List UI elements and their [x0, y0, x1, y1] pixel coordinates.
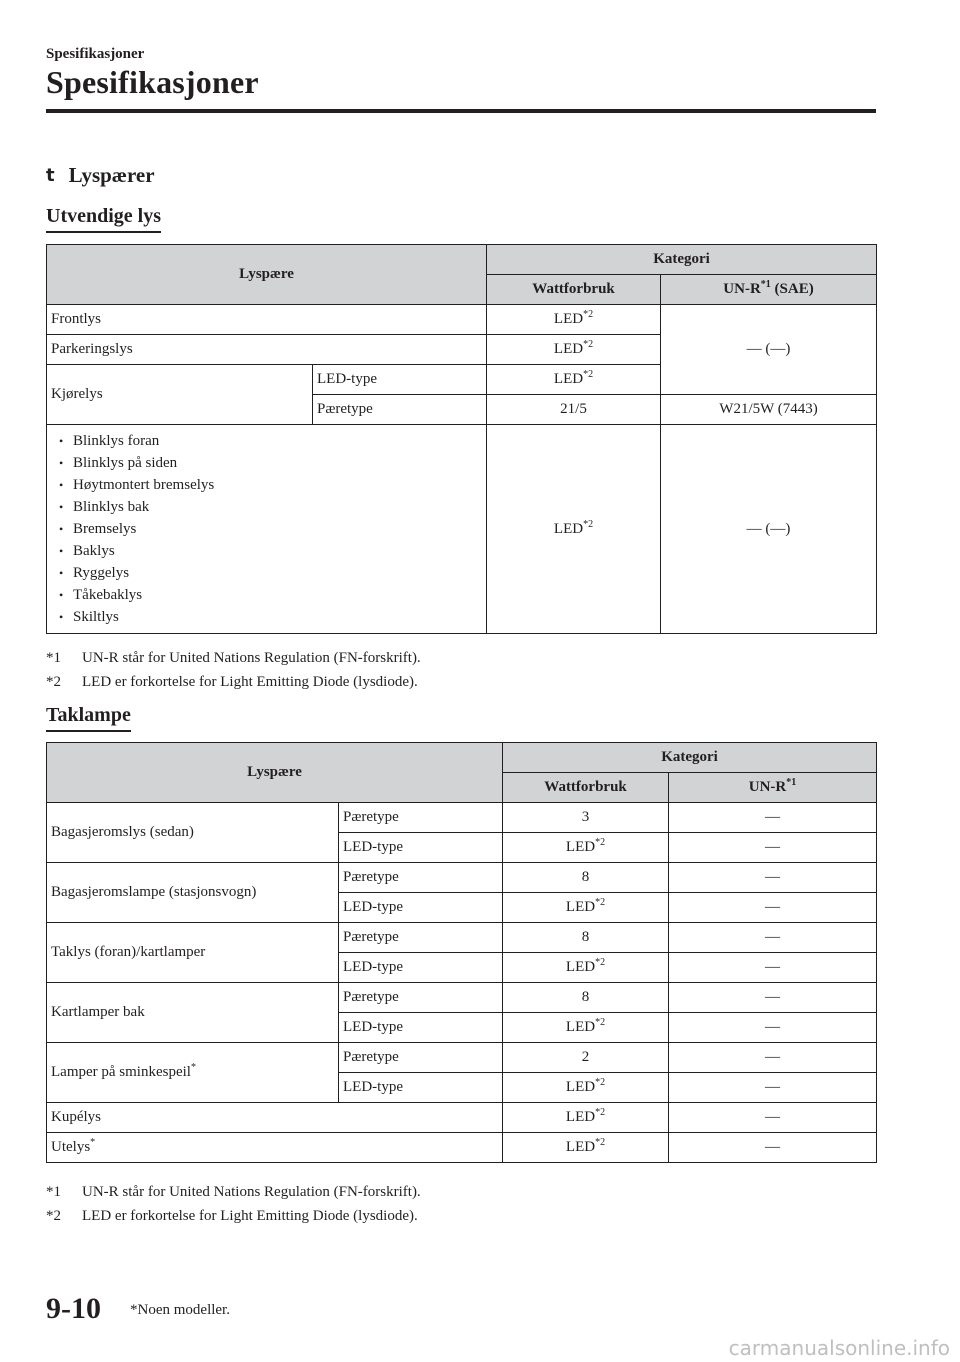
table-row — [47, 305, 877, 335]
page-note: *Noen modeller. — [130, 1302, 230, 1318]
interior-footnotes — [46, 1180, 421, 1228]
footnote-text: UN-R står for United Nations Regulation (FN-forskrift). — [82, 650, 421, 666]
header-bulb: Lyspære — [47, 743, 503, 803]
unr-cell: — — [669, 953, 877, 983]
exterior-lights-heading: Utvendige lys — [46, 205, 161, 233]
running-header: Spesifikasjoner — [46, 46, 145, 62]
unr-cell: — — [669, 833, 877, 863]
unr-cell: — (—) — [661, 305, 877, 395]
chapter-title: Spesifikasjoner — [46, 64, 259, 100]
type-cell: Pæretype — [313, 395, 487, 425]
header-unr: $UN-R^{*1}$ (SAE) — [661, 275, 877, 305]
watt-cell: LED$^{*2}$ — [487, 335, 661, 365]
unr-cell: — — [669, 803, 877, 833]
bulb-list-cell — [47, 425, 487, 634]
list-item: • Skiltlys — [51, 606, 482, 628]
unr-cell: — — [669, 1103, 877, 1133]
type-cell: LED-type — [339, 833, 503, 863]
type-cell: LED-type — [339, 1073, 503, 1103]
row-label: Bagasjeromslys (sedan) — [47, 803, 339, 863]
footnote-mark: *2 — [46, 1208, 61, 1224]
type-cell: Pæretype — [339, 1043, 503, 1073]
row-label: Parkeringslys — [47, 335, 487, 365]
interior-lights-table — [46, 742, 877, 1163]
watt-cell: LED$^{*2}$ — [503, 1013, 669, 1043]
footnote-text: LED er forkortelse for Light Emitting Diode (lysdiode). — [82, 1208, 418, 1224]
watt-cell: LED$^{*2}$ — [503, 953, 669, 983]
type-cell: LED-type — [339, 1013, 503, 1043]
footnote — [46, 1180, 421, 1204]
bulb-list — [51, 428, 482, 630]
footnote-text: LED er forkortelse for Light Emitting Diode (lysdiode). — [82, 674, 418, 690]
header-bulb: Lyspære — [47, 245, 487, 305]
type-cell: Pæretype — [339, 863, 503, 893]
watt-cell: LED$^{*2}$ — [503, 1073, 669, 1103]
table-header-row — [47, 743, 877, 773]
watt-cell: 8 — [503, 923, 669, 953]
unr-cell: — — [669, 1133, 877, 1163]
unr-cell: — — [669, 1013, 877, 1043]
row-label: Frontlys — [47, 305, 487, 335]
unr-cell: — — [669, 893, 877, 923]
row-label: Utelys* — [47, 1133, 503, 1163]
watt-cell: LED$^{*2}$ — [487, 425, 661, 634]
row-label: Kartlamper bak — [47, 983, 339, 1043]
section-bullet-icon: t — [46, 165, 55, 186]
table-row — [47, 863, 877, 893]
table-row — [47, 983, 877, 1013]
footnote — [46, 646, 421, 670]
watt-cell: LED$^{*2}$ — [503, 1103, 669, 1133]
header-watt: Wattforbruk — [487, 275, 661, 305]
section-title — [46, 163, 155, 188]
header-unr: $UN-R^{*1}$ — [669, 773, 877, 803]
header-watt: Wattforbruk — [503, 773, 669, 803]
row-label: Bagasjeromslampe (stasjonsvogn) — [47, 863, 339, 923]
header-category: Kategori — [487, 245, 877, 275]
unr-cell: W21/5W (7443) — [661, 395, 877, 425]
row-label: Kupélys — [47, 1103, 503, 1133]
watt-cell: LED$^{*2}$ — [487, 305, 661, 335]
unr-cell: — — [669, 983, 877, 1013]
type-cell: LED-type — [339, 953, 503, 983]
watt-cell: LED$^{*2}$ — [503, 893, 669, 923]
table-row — [47, 803, 877, 833]
footnote-mark: *1 — [46, 1184, 61, 1200]
header-rule — [46, 109, 876, 113]
list-item: • Blinklys på siden — [51, 452, 482, 474]
list-item: • Baklys — [51, 540, 482, 562]
type-cell: Pæretype — [339, 983, 503, 1013]
interior-lights-heading: Taklampe — [46, 704, 131, 732]
table-row — [47, 923, 877, 953]
unr-cell: — — [669, 1073, 877, 1103]
footnote-mark: *1 — [46, 650, 61, 666]
list-item: • Tåkebaklys — [51, 584, 482, 606]
exterior-lights-table — [46, 244, 877, 634]
list-item: • Bremselys — [51, 518, 482, 540]
list-item: • Blinklys bak — [51, 496, 482, 518]
header-category: Kategori — [503, 743, 877, 773]
watermark: carmanualsonline.info — [728, 1336, 950, 1360]
footnote — [46, 670, 421, 694]
unr-cell: — — [669, 923, 877, 953]
watt-cell: 21/5 — [487, 395, 661, 425]
table-row — [47, 1043, 877, 1073]
table-header-row — [47, 245, 877, 275]
table-row — [47, 425, 877, 634]
watt-cell: 8 — [503, 983, 669, 1013]
type-cell: Pæretype — [339, 923, 503, 953]
unr-cell: — — [669, 1043, 877, 1073]
type-cell: Pæretype — [339, 803, 503, 833]
section-title-text: Lyspærer — [68, 163, 155, 187]
footnote — [46, 1204, 421, 1228]
list-item: • Blinklys foran — [51, 430, 482, 452]
exterior-footnotes — [46, 646, 421, 694]
watt-cell: 8 — [503, 863, 669, 893]
type-cell: LED-type — [313, 365, 487, 395]
watt-cell: LED$^{*2}$ — [487, 365, 661, 395]
row-label: Taklys (foran)/kartlamper — [47, 923, 339, 983]
watt-cell: LED$^{*2}$ — [503, 1133, 669, 1163]
footnote-text: UN-R står for United Nations Regulation (FN-forskrift). — [82, 1184, 421, 1200]
unr-cell: — — [669, 863, 877, 893]
watt-cell: LED$^{*2}$ — [503, 833, 669, 863]
watt-cell: 2 — [503, 1043, 669, 1073]
unr-cell: — (—) — [661, 425, 877, 634]
type-cell: LED-type — [339, 893, 503, 923]
table-row — [47, 1133, 877, 1163]
list-item: • Høytmontert bremselys — [51, 474, 482, 496]
table-row — [47, 1103, 877, 1133]
page-number: 9-10 — [46, 1292, 101, 1325]
row-label: Kjørelys — [47, 365, 313, 425]
footnote-mark: *2 — [46, 674, 61, 690]
watt-cell: 3 — [503, 803, 669, 833]
list-item: • Ryggelys — [51, 562, 482, 584]
row-label: Lamper på sminkespeil* — [47, 1043, 339, 1103]
